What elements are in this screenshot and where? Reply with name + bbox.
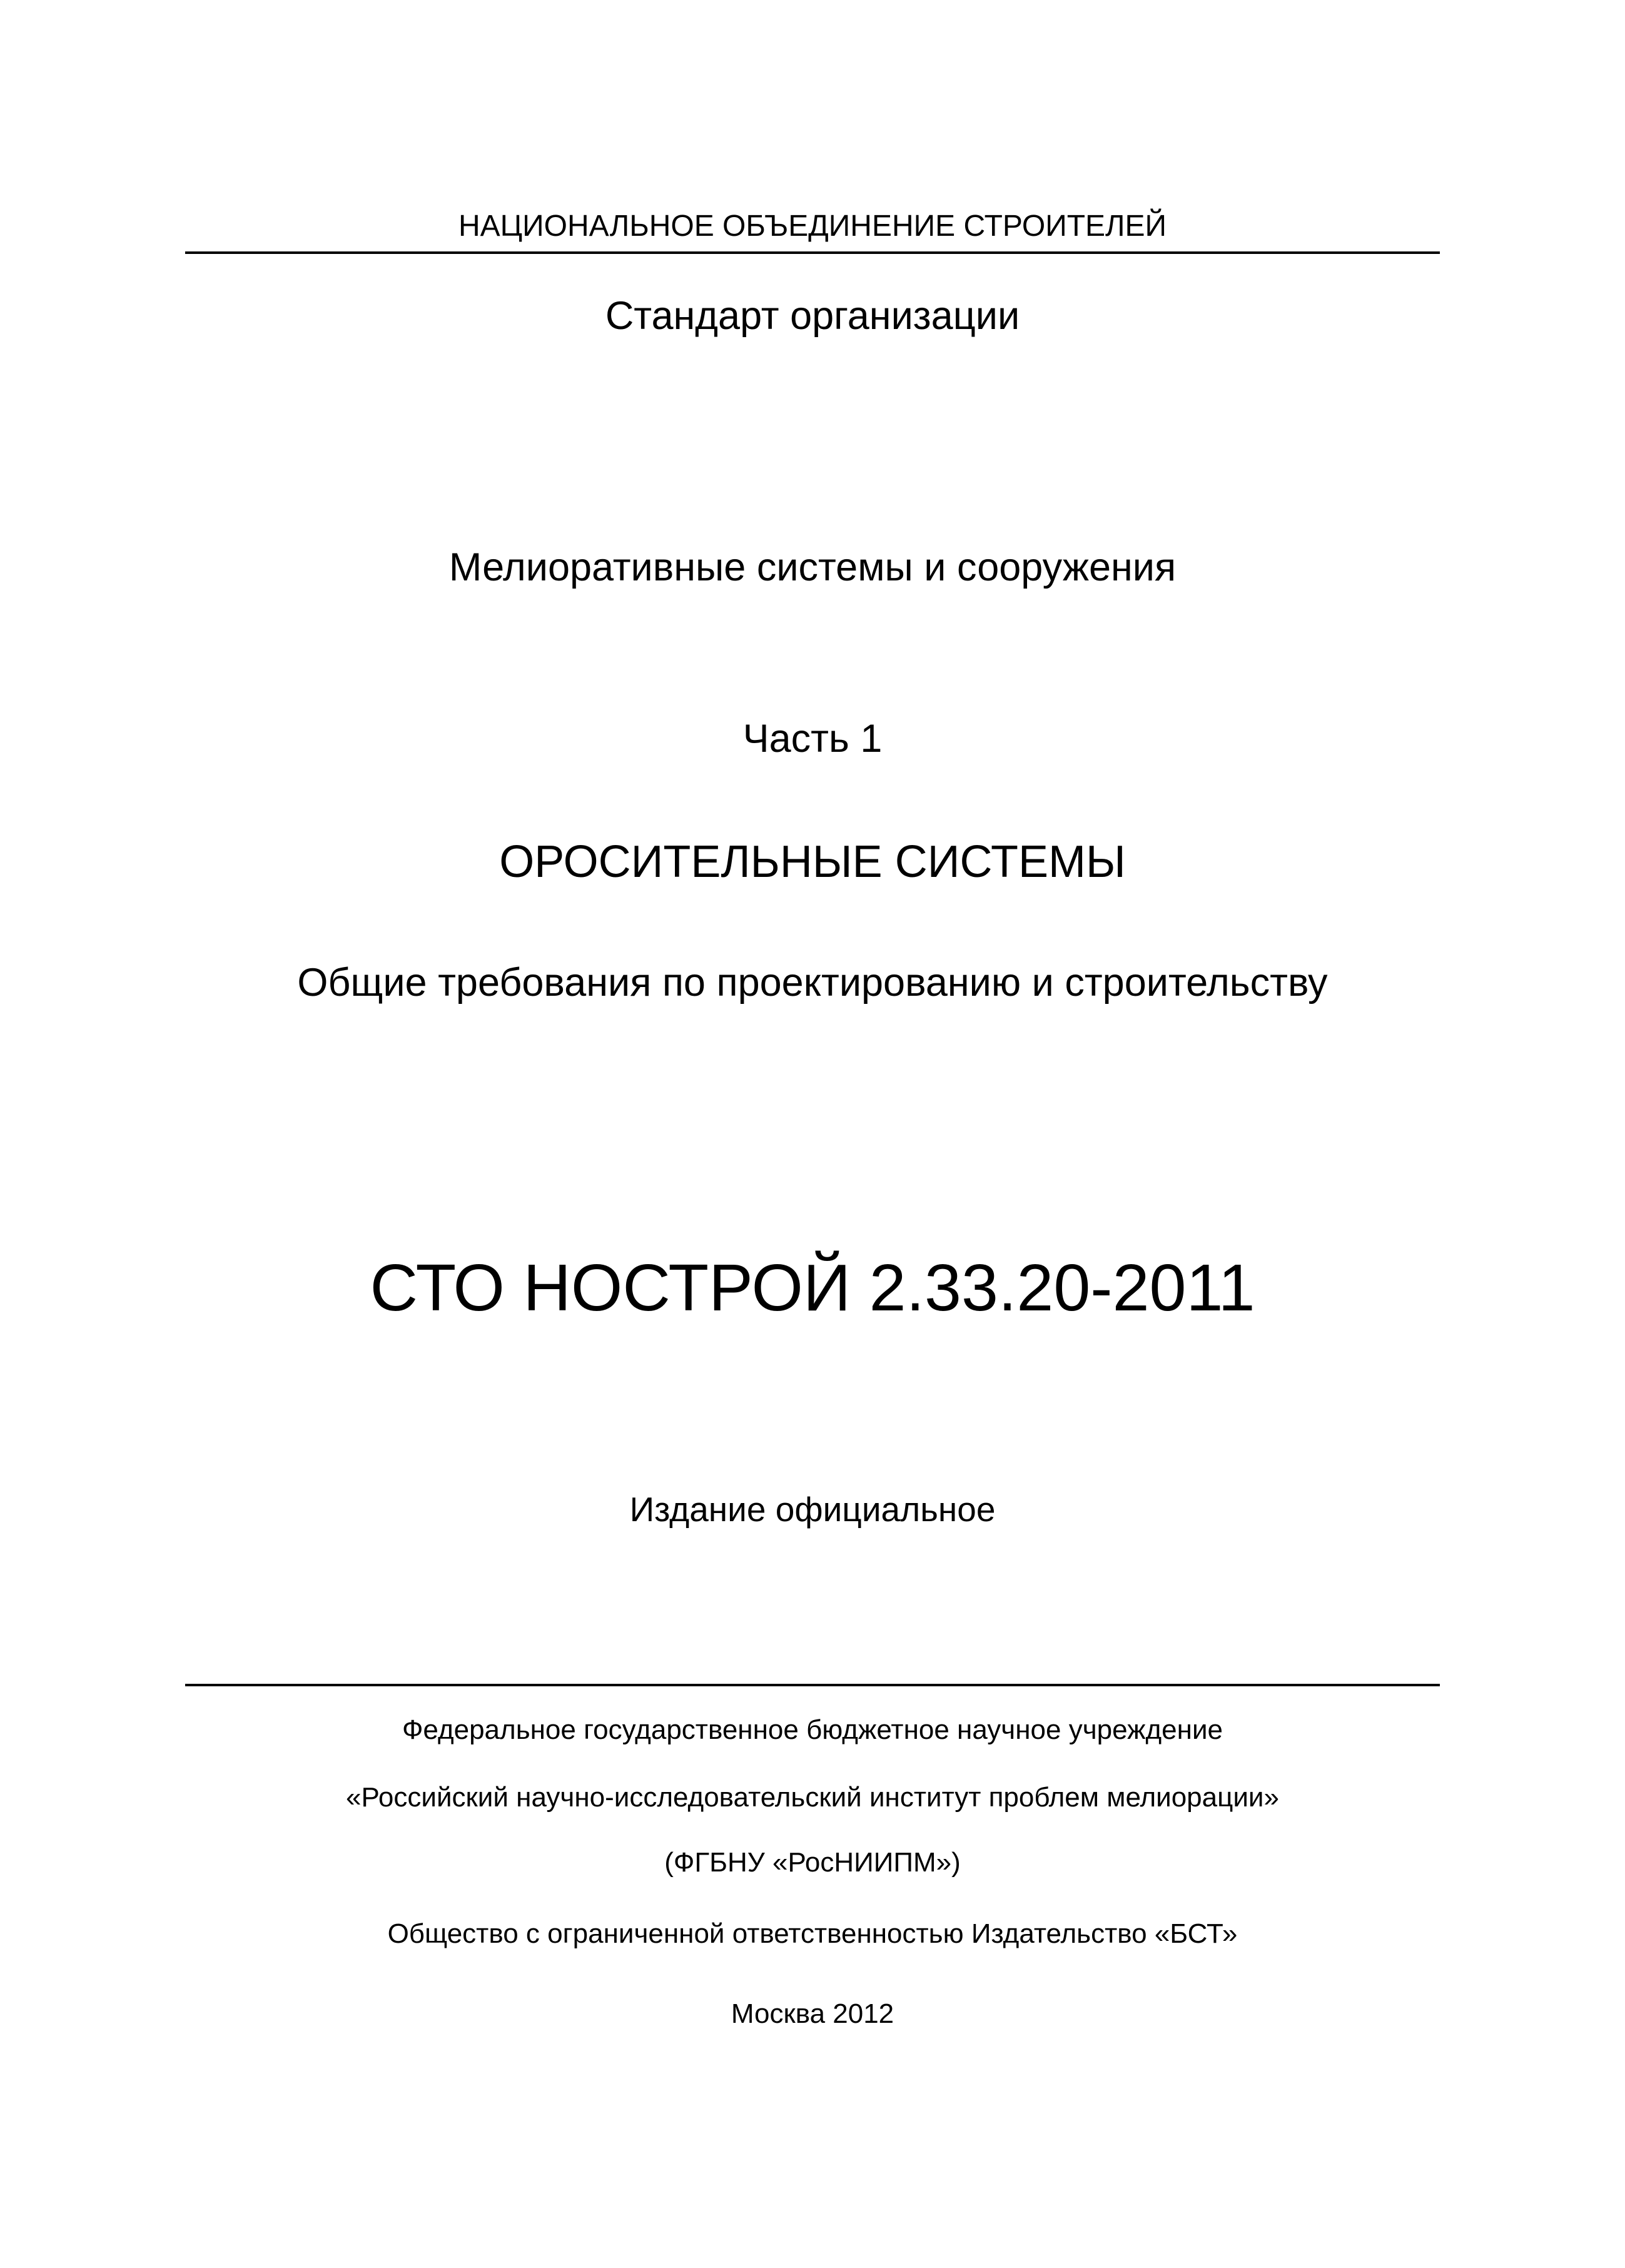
top-divider (185, 251, 1440, 254)
section-title: ОРОСИТЕЛЬНЫЕ СИСТЕМЫ (499, 837, 1126, 887)
standard-type: Стандарт организации (605, 294, 1020, 338)
institution-short-name: (ФГБНУ «РосНИИПМ») (664, 1847, 961, 1878)
system-title: Мелиоративные системы и сооружения (448, 545, 1177, 589)
institution-line-2: «Российский научно-исследовательский институт проблем мелиорации» (346, 1782, 1279, 1813)
document-subtitle: Общие требования по проектированию и строительству (297, 961, 1328, 1005)
part-number: Часть 1 (742, 717, 883, 761)
bottom-divider (185, 1684, 1440, 1686)
organization-name: НАЦИОНАЛЬНОЕ ОБЪЕДИНЕНИЕ СТРОИТЕЛЕЙ (458, 210, 1167, 243)
place-and-year: Москва 2012 (731, 1998, 894, 2029)
publisher: Общество с ограниченной ответственностью Издательство «БСТ» (387, 1918, 1238, 1949)
institution-line-1: Федеральное государственное бюджетное научное учреждение (402, 1714, 1223, 1745)
edition-note: Издание официальное (629, 1490, 996, 1529)
standard-code: СТО НОСТРОЙ 2.33.20-2011 (370, 1251, 1255, 1325)
